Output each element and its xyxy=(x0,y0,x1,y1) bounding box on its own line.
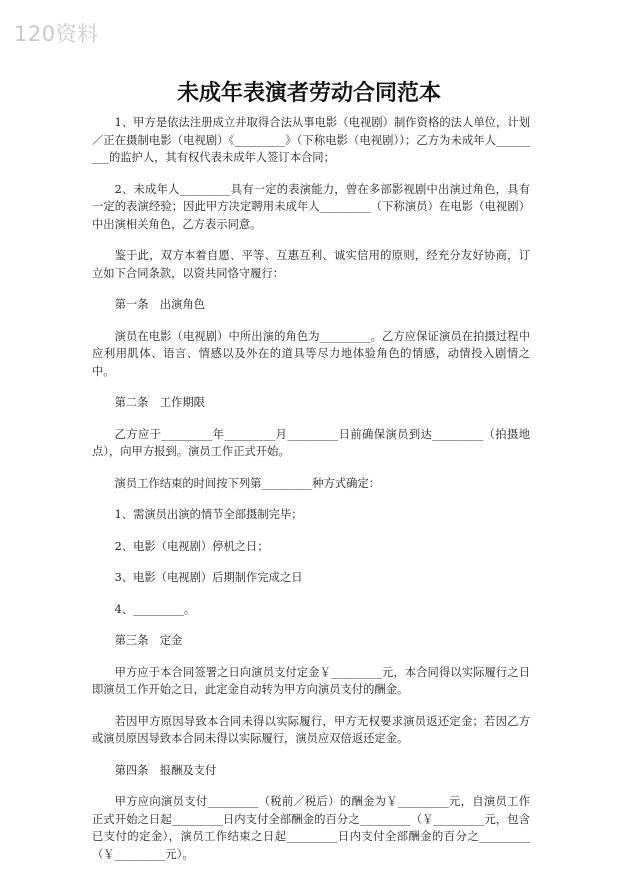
paragraph: 鉴于此，双方本着自愿、平等、互惠互利、诚实信用的原则，经充分友好协商，订立如下合同条款，以资共同恪守履行： xyxy=(92,249,530,280)
paragraph: 甲方应于本合同签署之日向演员支付定金￥_________元，本合同得以实际履行之日即演员工作开始之日，此定金自动转为甲方向演员支付的酬金。 xyxy=(92,665,530,696)
paragraph: 3、电影（电视剧）后期制作完成之日 xyxy=(114,571,303,584)
paragraph: 乙方应于_________年_________月_________日前确保演员到达_________（拍摄地点），向甲方报到。演员工作正式开始。 xyxy=(92,427,530,458)
document-body xyxy=(92,114,530,877)
paragraph: 2、未成年人_________具有一定的表演能力，曾在多部影视剧中出演过角色，具有一定的表演经验；因此甲方决定聘用未成年人_________（下称演员）在电影（电视剧）中出演相关角色，乙方表示同意。 xyxy=(92,182,530,231)
clause-heading: 第二条 工作期限 xyxy=(114,396,205,409)
paragraph: 甲方应向演员支付_________（税前／税后）的酬金为￥_________元，自演员工作正式开始之日起_________日内支付全部酬金的百分之_________（￥_________元，包含已支付的定金），演员工作结束之日起_________日内支付全部酬金的百分之_________（￥_________元）。 xyxy=(92,795,530,861)
clause-heading: 第三条 定金 xyxy=(114,634,183,647)
watermark: 120资料 xyxy=(14,22,99,46)
paragraph: 1、甲方是依法注册成立并取得合法从事电影（电视剧）制作资格的法人单位，计划／正在摄制电影（电视剧）《_________》（下称电影（电视剧））；乙方为未成年人_________的监护人，其有权代表未成年人签订本合同； xyxy=(92,116,530,164)
paragraph: 演员在电影（电视剧）中所出演的角色为_________。乙方应保证演员在拍摄过程中应利用肌体、语言、情感以及外在的道具等尽力地体验角色的情感，动情投入剧情之中。 xyxy=(92,329,530,378)
document-title: 未成年表演者劳动合同范本 xyxy=(176,81,441,106)
clause-heading: 第四条 报酬及支付 xyxy=(114,763,217,777)
paragraph: 演员工作结束的时间按下列第_________种方式确定： xyxy=(114,476,381,490)
paragraph: 1、需演员出演的情节全部摄制完毕； xyxy=(114,508,303,521)
clause-heading: 第一条 出演角色 xyxy=(114,298,205,311)
paragraph: 4、_________。 xyxy=(114,602,196,616)
paragraph: 若因甲方原因导致本合同未得以实际履行，甲方无权要求演员返还定金；若因乙方或演员原因导致本合同未得以实际履行，演员应双倍返还定金。 xyxy=(92,714,530,745)
paragraph: 2、电影（电视剧）停机之日； xyxy=(114,539,269,553)
